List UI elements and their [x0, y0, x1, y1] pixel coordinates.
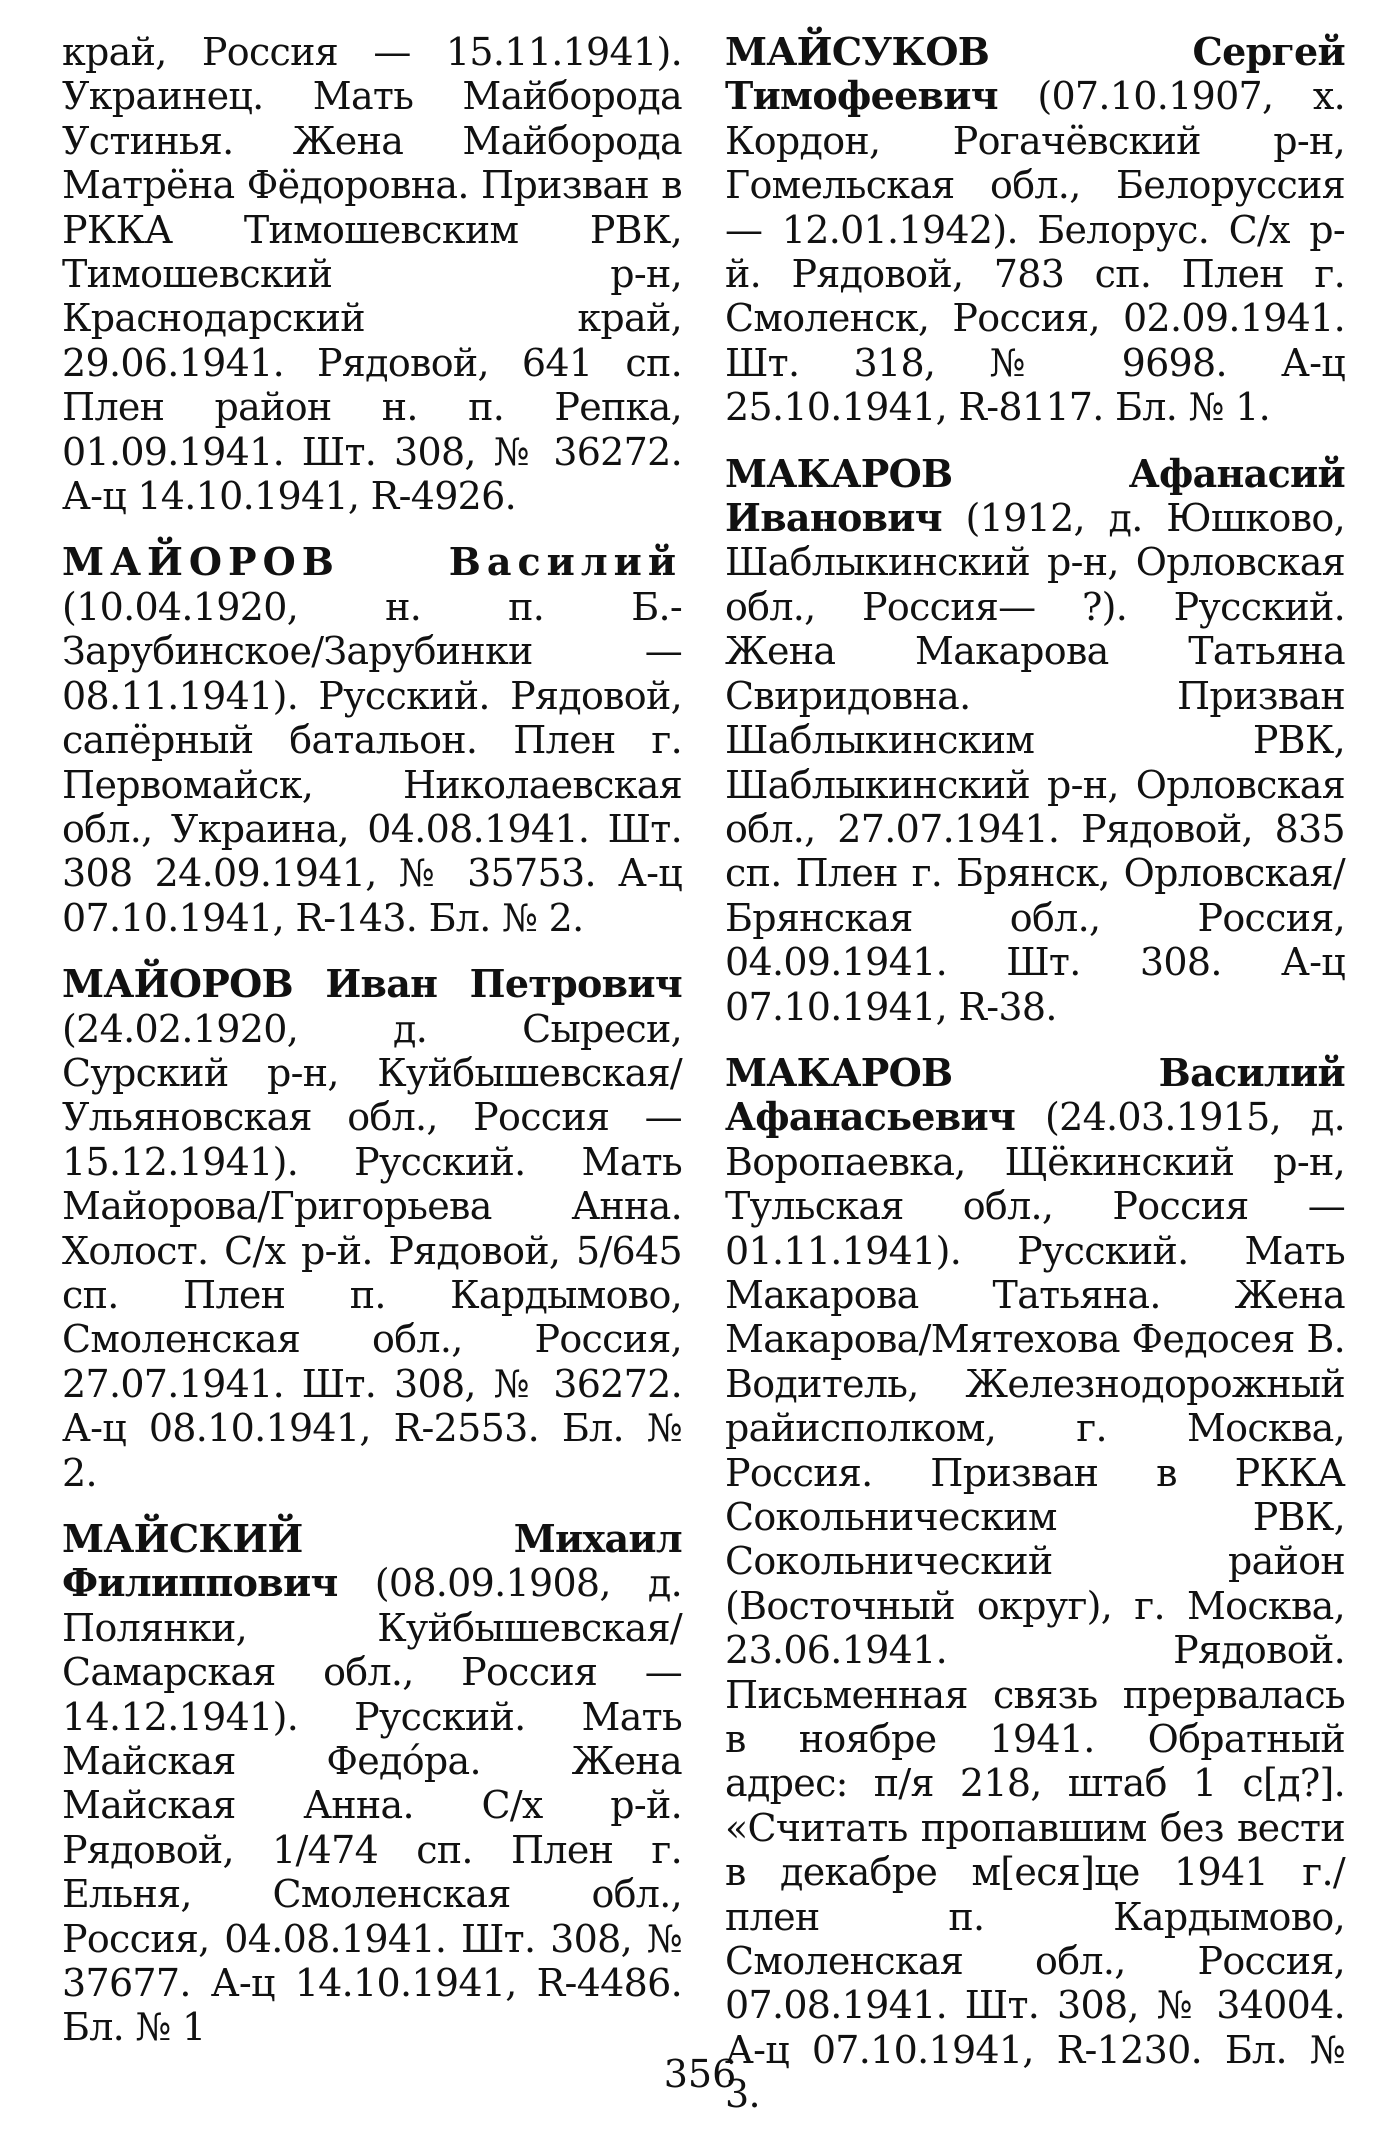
entry-maysukov-sergey — [725, 30, 1345, 430]
entry-text: (24.02.1920, д. Сыреси, Сурский р-н, Куйбышевская/Ульяновская обл., Россия — 15.12.1941). Русский. Мать Майорова/Григорьева Анна. Холост. С/х р-й. Рядовой, 5/645 сп. Плен п. Кардымово, Смоленская обл., Россия, 27.07.1941. Шт. 308, № 36272. А-ц 08.10.1941, R-2553. Бл. № 2. — [62, 1006, 682, 1495]
right-column — [725, 30, 1345, 2139]
entry-makarov-vasiliy — [725, 1051, 1345, 2117]
entry-name: МАЙОРОВ Иван Петрович — [62, 961, 682, 1007]
entry-mayskiy-mikhail — [62, 1517, 682, 2050]
entry-mayorov-ivan — [62, 962, 682, 1495]
entry-text: (08.09.1908, д. Полянки, Куйбышевская/Самарская обл., Россия — 14.12.1941). Русский. Мать Майская Федóра. Жена Майская Анна. С/х р-й. Рядовой, 1/474 сп. Плен г. Ельня, Смоленская обл., Россия, 04.08.1941. Шт. 308, № 37677. А-ц 14.10.1941, R-4486. Бл. № 1 — [62, 1561, 682, 2050]
entry-text: (10.04.1920, н. п. Б.-Зарубинское/Зарубинки — 08.11.1941). Русский. Рядовой, сапёрный батальон. Плен г. Первомайск, Николаевская обл., Украина, 04.08.1941. Шт. 308 24.09.1941, № 35753. А-ц 07.10.1941, R-143. Бл. № 2. — [62, 584, 682, 940]
page-number: 356 — [663, 2052, 737, 2096]
entry-text: (1912, д. Юшково, Шаблыкинский р-н, Орловская обл., Россия— ?). Русский. Жена Макарова Татьяна Свиридовна. Призван Шаблыкинским РВК, Шаблыкинский р-н, Орловская обл., 27.07.1941. Рядовой, 835 сп. Плен г. Брянск, Орловская/Брянская обл., Россия, 04.09.1941. Шт. 308. А-ц 07.10.1941, R-38. — [725, 496, 1345, 1029]
entry-mayorov-vasiliy — [62, 540, 682, 940]
entry-name: МАЙСКИЙ Михаил Филиппович — [62, 1516, 682, 1606]
entry-continuation — [62, 30, 682, 518]
entry-name: МАЙСУКОВ Сергей Тимофеевич — [725, 29, 1345, 119]
entry-text: (07.10.1907, х. Кордон, Рогачёвский р-н, Гомельская обл., Белоруссия — 12.01.1942). Белорус. С/х р-й. Рядовой, 783 сп. Плен г. Смоленск, Россия, 02.09.1941. Шт. 318, № 9698. А-ц 25.10.1941, R-8117. Бл. № 1. — [725, 74, 1345, 430]
left-column — [62, 30, 682, 2072]
entry-text: (24.03.1915, д. Воропаевка, Щёкинский р-н, Тульская обл., Россия — 01.11.1941). Русский. Мать Макарова Татьяна. Жена Макарова/Мятехова Федосея В. Водитель, Железнодорожный райисполком, г. Москва, Россия. Призван в РККА Сокольническим РВК, Сокольнический район (Восточный округ), г. Москва, 23.06.1941. Рядовой. Письменная связь прервалась в ноябре 1941. Обратный адрес: п/я 218, штаб 1 с[д?]. «Считать пропавшим без вести в декабре м[еся]це 1941 г./плен п. Кардымово, Смоленская обл., Россия, 07.08.1941. Шт. 308, № 34004. А-ц 07.10.1941, R-1230. Бл. № 3. — [725, 1095, 1345, 2117]
entry-name: МАКАРОВ Афанасий Иванович — [725, 450, 1345, 541]
entry-makarov-afanasiy — [725, 452, 1345, 1029]
entry-text: край, Россия — 15.11.1941). Украинец. Мать Майборода Устинья. Жена Майборода Матрёна Фёдоровна. Призван в РККА Тимошевским РВК, Тимошевский р-н, Краснодарский край, 29.06.1941. Рядовой, 641 сп. Плен район н. п. Репка, 01.09.1941. Шт. 308, № 36272. А-ц 14.10.1941, R-4926. — [62, 30, 682, 519]
entry-name: МАЙОРОВ Василий — [62, 539, 682, 585]
entry-name: МАКАРОВ Василий Афанасьевич — [725, 1049, 1345, 1140]
